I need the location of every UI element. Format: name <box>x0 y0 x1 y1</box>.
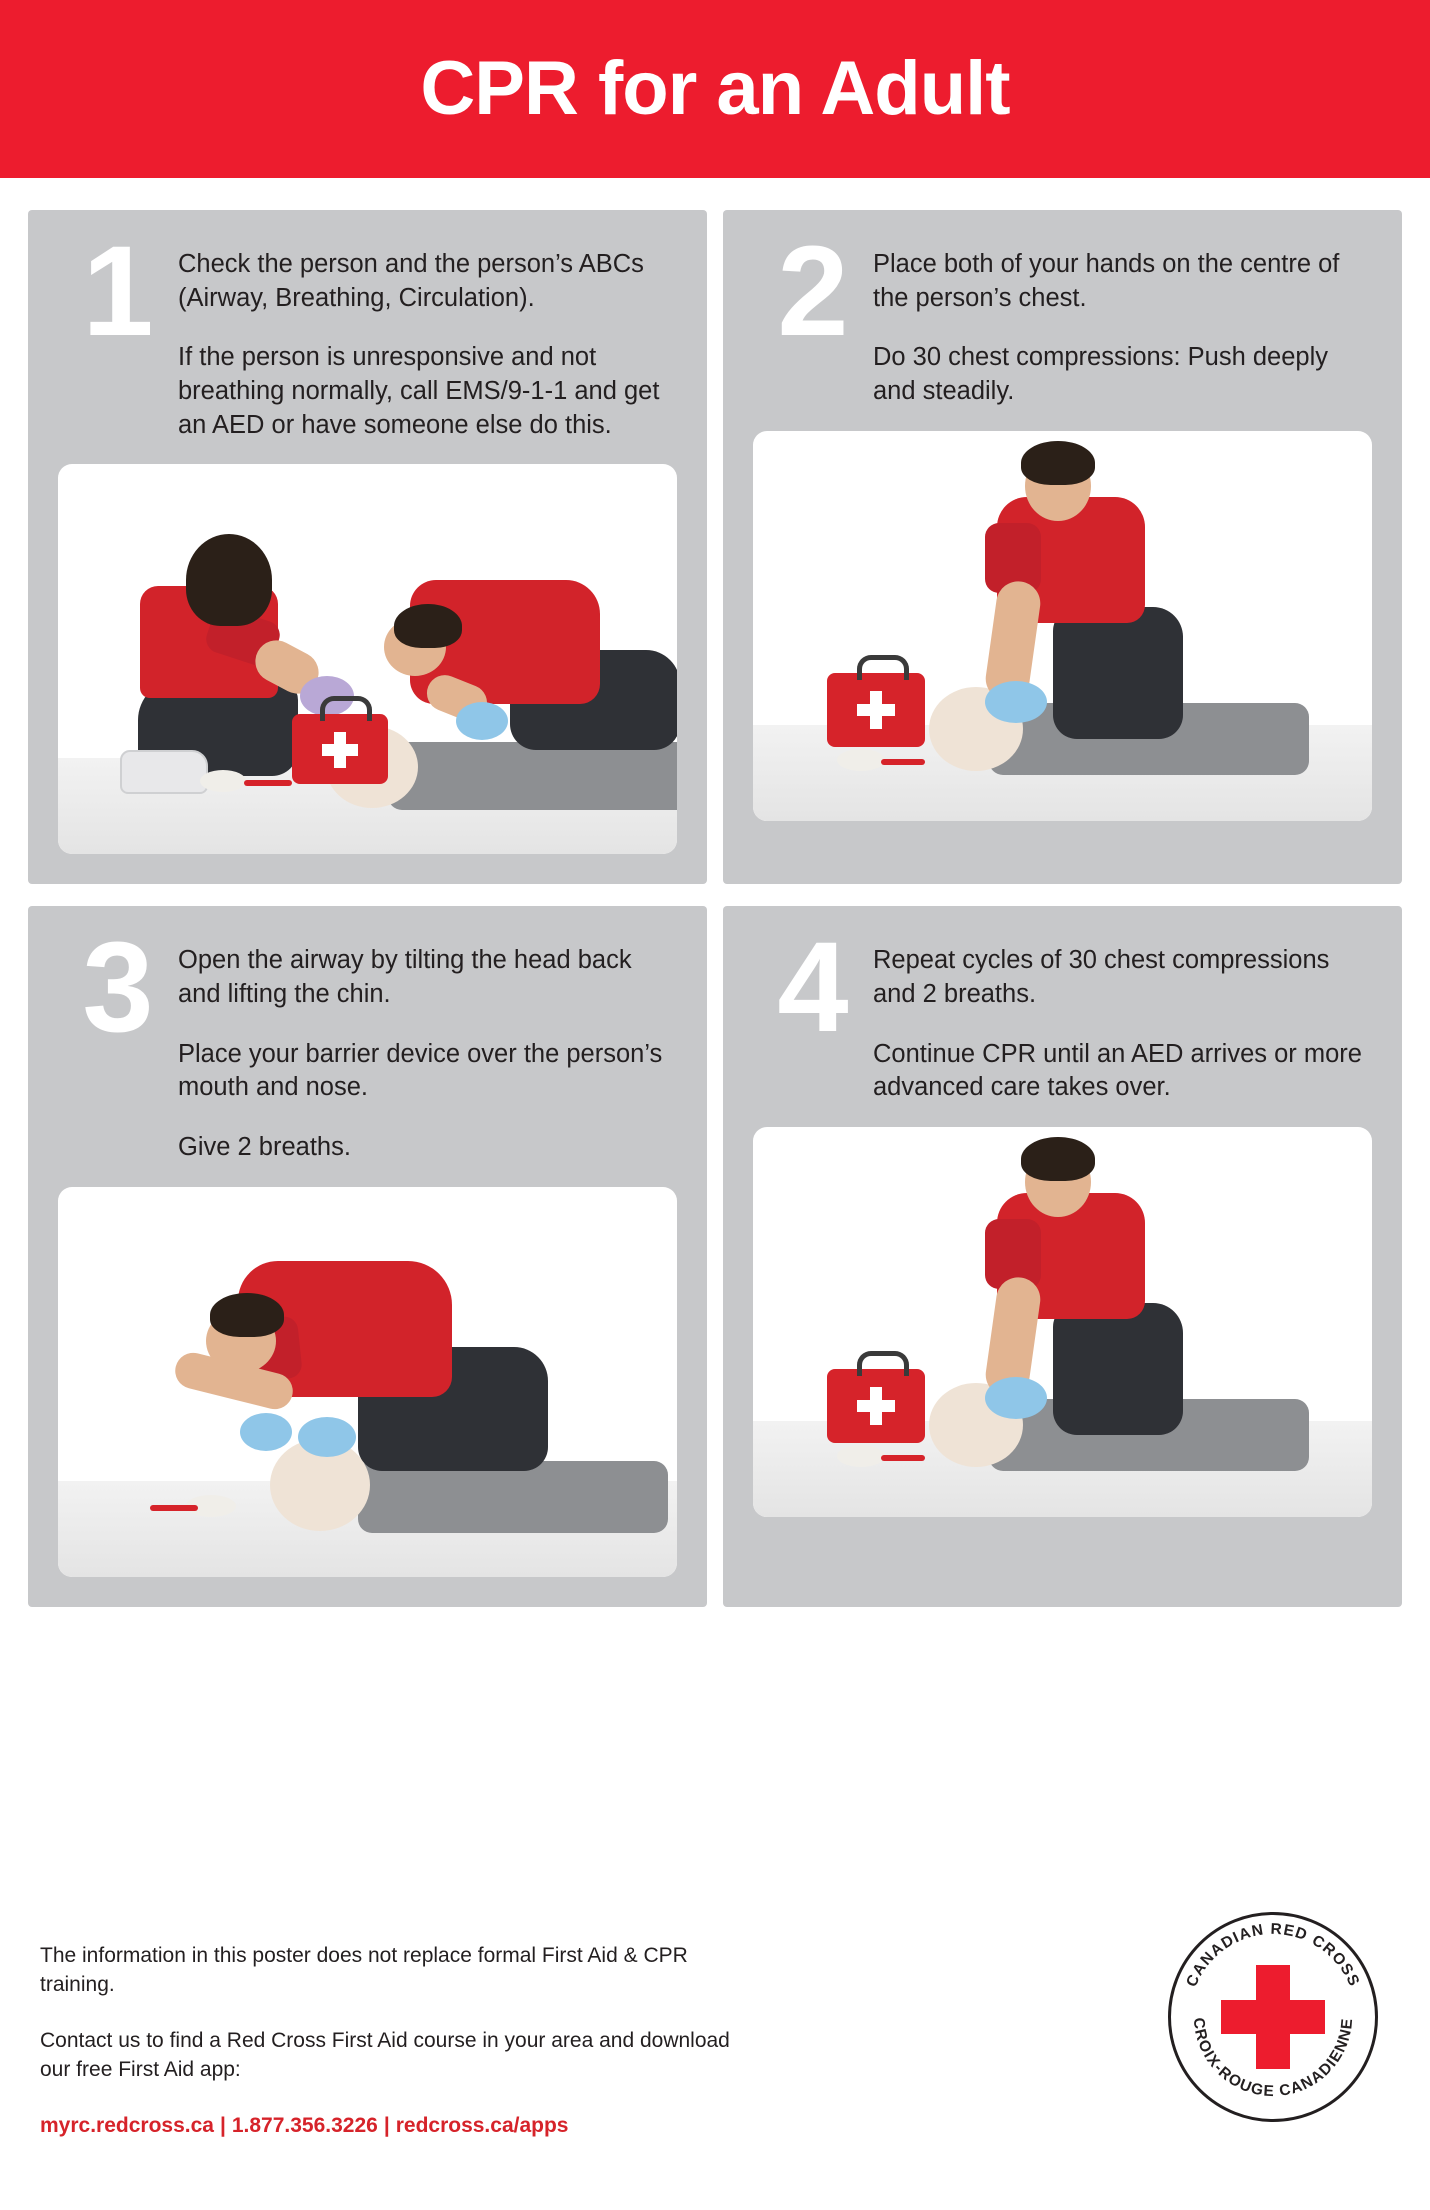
first-aid-kit-cross-bar-icon <box>857 1400 895 1412</box>
step-card-4 <box>723 906 1402 1606</box>
responder-2-glove-icon <box>456 702 508 740</box>
responder-glove-right-icon <box>298 1417 356 1457</box>
first-aid-kit-handle-icon <box>857 1351 909 1376</box>
step-1-paragraph-1: Check the person and the person’s ABCs (Airway, Breathing, Circulation). <box>178 250 644 312</box>
step-3-paragraph-2: Place your barrier device over the person’s mouth and nose. <box>178 1039 663 1102</box>
poster-footer <box>0 1850 1430 2210</box>
logo-text <box>1168 1912 1378 2122</box>
barrier-device-tube-icon <box>881 759 925 765</box>
responder-glove-left-icon <box>240 1413 292 1451</box>
step-3-photo <box>58 1187 677 1577</box>
step-2-text <box>873 238 1372 409</box>
first-aid-kit-handle-icon <box>320 696 372 721</box>
barrier-device-tube-icon <box>881 1455 925 1461</box>
responder-1-shoe-icon <box>120 750 208 794</box>
step-2-header <box>753 220 1372 409</box>
link-apps[interactable]: redcross.ca/apps <box>395 2114 569 2138</box>
step-number-4: 4 <box>777 916 849 1060</box>
step-card-2 <box>723 210 1402 884</box>
step-number-2: 2 <box>777 220 849 363</box>
poster-header <box>0 0 1430 178</box>
responder-glove-icon <box>985 1377 1047 1419</box>
barrier-device-icon <box>837 749 885 771</box>
step-2-photo <box>753 431 1372 821</box>
responder-pants-icon <box>1053 607 1183 739</box>
footer-links <box>40 2112 740 2141</box>
barrier-device-icon <box>837 1445 885 1467</box>
step-2-paragraph-2: Do 30 chest compressions: Push deeply and steadily. <box>873 343 1328 405</box>
step-4-paragraph-1: Repeat cycles of 30 chest compressions and 2 breaths. <box>873 946 1330 1008</box>
step-4-photo <box>753 1127 1372 1517</box>
barrier-device-tube-icon <box>150 1505 198 1511</box>
manikin-body-icon <box>358 1461 668 1533</box>
responder-glove-icon <box>985 681 1047 723</box>
footer-disclaimer: The information in this poster does not replace formal First Aid & CPR training. <box>40 1944 688 1996</box>
link-separator-2: | <box>383 2114 390 2138</box>
link-phone[interactable]: 1.877.356.3226 <box>231 2114 378 2138</box>
barrier-device-tube-icon <box>244 780 292 786</box>
responder-2-hair-icon <box>394 604 462 648</box>
step-2-paragraph-1: Place both of your hands on the centre of the person’s chest. <box>873 250 1340 312</box>
page-title: CPR for an Adult <box>420 46 1010 131</box>
manikin-body-icon <box>388 742 677 810</box>
responder-hair-icon <box>210 1293 284 1337</box>
link-website[interactable]: myrc.redcross.ca <box>40 2114 214 2138</box>
link-separator-1: | <box>219 2114 226 2138</box>
step-1-header <box>58 220 677 442</box>
step-3-paragraph-1: Open the airway by tilting the head back and lifting the chin. <box>178 946 632 1008</box>
step-1-paragraph-2: If the person is unresponsive and not breathing normally, call EMS/9-1-1 and get an AED or have someone else do this. <box>178 343 660 439</box>
step-1-text <box>178 238 677 442</box>
logo-text-bottom: CROIX-ROUGE CANADIENNE <box>1189 2016 1357 2101</box>
step-3-text <box>178 934 677 1164</box>
responder-pants-icon <box>1053 1303 1183 1435</box>
first-aid-kit-cross-bar-icon <box>857 704 895 716</box>
responder-hair-icon <box>1021 1137 1095 1181</box>
step-number-3: 3 <box>82 916 154 1060</box>
step-3-paragraph-3: Give 2 breaths. <box>178 1132 351 1161</box>
first-aid-kit-handle-icon <box>857 655 909 680</box>
step-4-paragraph-2: Continue CPR until an AED arrives or more advanced care takes over. <box>873 1039 1362 1102</box>
step-4-header <box>753 916 1372 1105</box>
canadian-red-cross-logo <box>1168 1912 1378 2122</box>
step-4-text <box>873 934 1372 1105</box>
steps-grid <box>28 210 1402 1607</box>
footer-text-block <box>40 1942 740 2141</box>
step-card-1 <box>28 210 707 884</box>
logo-text-top: CANADIAN RED CROSS <box>1183 1920 1363 1990</box>
step-1-photo <box>58 464 677 854</box>
step-3-header <box>58 916 677 1164</box>
responder-hair-icon <box>1021 441 1095 485</box>
step-card-3 <box>28 906 707 1606</box>
responder-1-hair-icon <box>186 534 272 626</box>
footer-contact: Contact us to find a Red Cross First Aid course in your area and download our free First Aid app: <box>40 2029 730 2081</box>
step-number-1: 1 <box>82 220 154 363</box>
first-aid-kit-cross-bar-icon <box>322 744 358 756</box>
